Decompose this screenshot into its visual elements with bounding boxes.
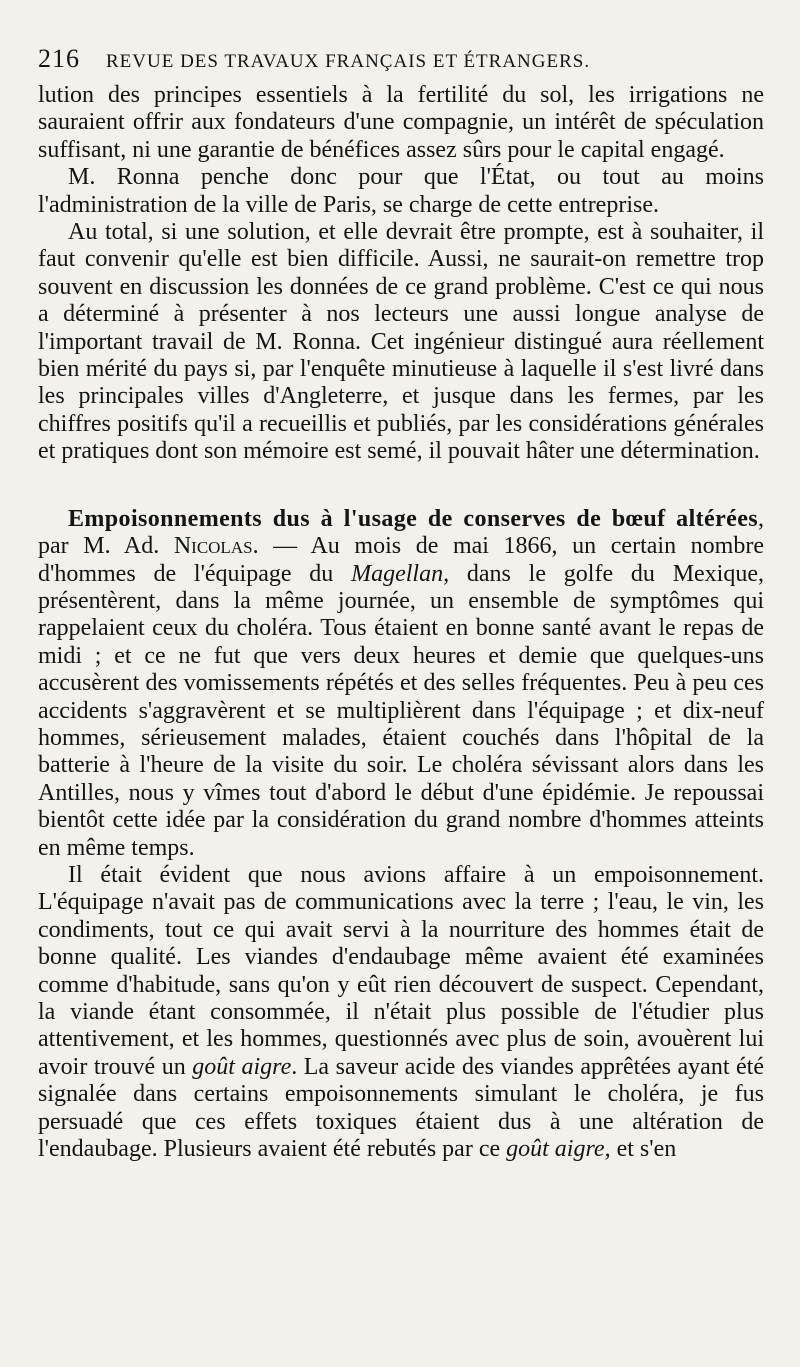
p5-text-c: et s'en — [610, 1136, 677, 1163]
paragraph-ronna: M. Ronna penche donc pour que l'État, ou tout au moins l'administration de la ville de Paris, se charge de cette entreprise. — [38, 164, 764, 218]
section-text-2: dans le golfe du Mexique, présentèrent, dans la même journée, un ensemble de symptômes qui rappelaient ceux du choléra. Tous étaient en bonne santé avant le repas de midi ; et ce ne fut que vers deux heures et demie que quelques-uns accusèrent des vomissements répétés et des selles fréquentes. Peu à peu ces accidents s'aggravèrent et se multiplièrent dans l'équipage ; et dix-neuf hommes, sérieusement malades, étaient couchés dans l'hôpital de la batterie à l'heure de la visite du soir. Le choléra sévissant alors dans les Antilles, nous y vîmes tout d'abord le début d'une épidémie. Je repoussai bientôt cette idée par la considération du grand nombre d'hommes atteints en même temps. — [38, 560, 765, 861]
p5-text-b: . La saveur acide des viandes apprêtées ayant été signalée dans certains empoisonnements simulant le choléra, je fus persuadé que ces effets toxiques étaient dus à une altération de l'endaubage. Plusieurs avaient été rebutés par ce — [38, 1053, 765, 1163]
paragraph-empoisonnement — [38, 862, 764, 1163]
section-text-1: . — Au mois de mai 1866, un certain nombre d'hommes de l'équipage du — [38, 533, 764, 587]
ship-name: Magellan, — [351, 560, 450, 587]
page-number: 216 — [38, 44, 80, 73]
section-author: Nicolas — [173, 533, 253, 560]
section-title: Empoisonnements dus à l'usage de conserves de bœuf altérées — [68, 505, 758, 532]
gout-aigre-1: goût aigre — [192, 1053, 292, 1080]
paragraph-continuation: lution des principes essentiels à la fertilité du sol, les irrigations ne sauraient offrir aux fondateurs d'une compagnie, un intérêt de spéculation suffisant, ni une garantie de bénéfices assez sûrs pour le capital engagé. — [38, 82, 764, 163]
paragraph-conclusion: Au total, si une solution, et elle devrait être prompte, est à souhaiter, il faut convenir qu'elle est bien difficile. Aussi, ne saurait-on remettre trop souvent en discussion les données de ce grand problème. C'est ce qui nous a déterminé à présenter à nos lecteurs une aussi longue analyse de l'important travail de M. Ronna. Cet ingénieur distingué aura réellement bien mérité du pays si, par l'enquête minutieuse à laquelle il s'est livré dans les principales villes d'Angleterre, et jusque dans les fermes, par les chiffres positifs qu'il a recueillis et publiés, par les considérations générales et pratiques dont son mémoire est semé, il pouvait hâter une détermination. — [38, 219, 764, 465]
p5-text-a: Il était évident que nous avions affaire à un empoisonnement. L'équipage n'avait pas de communications avec la terre ; l'eau, le vin, les condiments, tout ce qui avait servi à la nourriture des hommes était de bonne qualité. Les viandes d'endaubage même avaient été examinées comme d'habitude, sans qu'on y eût rien découvert de suspect. Cependant, la viande étant consommée, il n'était plus possible de l'étudier plus attentivement, et les hommes, questionnés avec plus de soin, avouèrent lui avoir trouvé un — [38, 861, 764, 1080]
running-title: REVUE DES TRAVAUX FRANÇAIS ET ÉTRANGERS. — [106, 51, 591, 72]
page-header — [38, 44, 764, 74]
gout-aigre-2: goût aigre, — [506, 1136, 611, 1163]
section-empoisonnements — [38, 506, 764, 862]
section-par: , par M. Ad. — [38, 505, 764, 560]
